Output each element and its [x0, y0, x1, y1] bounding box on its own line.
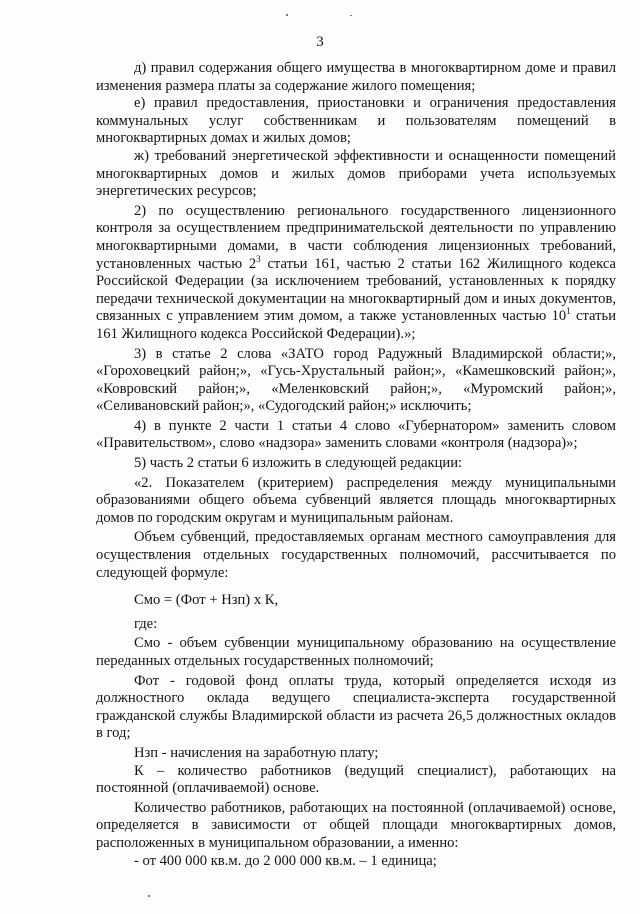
paragraph-e: е) правил предоставления, приостановки и ограничения предоставления коммунальных услуг собственникам и пользователям помещений в многоквартирных домах и жилых домов; — [96, 95, 616, 147]
paragraph-article-2: 3) в статье 2 слова «ЗАТО город Радужный Владимирской области;», «Гороховецкий район;», «Гусь-Хрустальный район;», «Камешковский район;», «Ковровский район;», «Меленковский район;», «Муромский район;», «Селивановский район;», «Судогодский район;» исключить; — [96, 345, 616, 415]
definition-k: К – количество работников (ведущий специалист), работающих на постоянной (оплачиваемой) основе. — [96, 762, 616, 797]
scan-speck — [350, 15, 352, 16]
paragraph-workers-count: Количество работников, работающих на постоянной (оплачиваемой) основе, определяется в зависимости от общей площади многоквартирных домов, расположенных в муниципальном образовании, а именно: — [96, 799, 616, 851]
paragraph-d: д) правил содержания общего имущества в многоквартирном доме и правил изменения размера платы за содержание жилого помещения; — [96, 60, 616, 94]
document-body — [96, 60, 616, 870]
formula-where: где: — [134, 615, 158, 632]
paragraph-licensing-control-part3: статьи 161 Жилищного кодекса Российской Федерации).»; — [96, 308, 616, 342]
paragraph-licensing-control-part1: 2) по осуществлению регионального государственного лицензионного контроля за осуществлением предпринимательской деятельности по управлению многоквартирными домами, в части соблюдения лицензионных требований, установленных частью 2 — [96, 202, 616, 272]
definition-smo: Смо - объем субвенции муниципальному образованию на осуществление переданных отдельных государственных полномочий; — [96, 635, 616, 669]
list-item-range-1: - от 400 000 кв.м. до 2 000 000 кв.м. – 1 единица; — [134, 852, 437, 869]
superscript-1: 1 — [566, 306, 571, 317]
paragraph-article-6: 5) часть 2 статьи 6 изложить в следующей редакции: — [134, 455, 463, 472]
paragraph-licensing-control-part2: статьи 161, частью 2 статьи 162 Жилищного кодекса Российской Федерации (за исключением требований, установленных к порядку передачи технической документации на многоквартирный дом и иных документов, связанных с управлением этим домом, а также установленных частью 10 — [96, 255, 616, 325]
scan-speck — [286, 14, 288, 16]
paragraph-criterion: «2. Показателем (критерием) распределения между муниципальными образованиями общего объема субвенций является площадь многоквартирных домов по городским округам и муниципальным районам. — [96, 474, 616, 526]
scan-speck — [148, 895, 150, 897]
paragraph-article-4: 4) в пункте 2 части 1 статьи 4 слово «Губернатором» заменить словом «Правительством», слово «надзора» заменить словами «контроля (надзора)»; — [96, 417, 616, 452]
superscript-3: 3 — [256, 253, 261, 264]
definition-fot: Фот - годовой фонд оплаты труда, который определяется исходя из должностного оклада ведущего специалиста-эксперта государственной гражданской службы Владимирской области из расчета 26,5 должностных окладов в год; — [96, 672, 616, 742]
formula: Смо = (Фот + Нзп) х К, — [134, 592, 279, 609]
paragraph-licensing-control — [96, 203, 616, 344]
page-number: 3 — [316, 34, 324, 50]
paragraph-subvention-volume: Объем субвенций, предоставляемых органам местного самоуправления для осуществления отдельных государственных полномочий, рассчитывается по следующей формуле: — [96, 529, 616, 581]
definition-nzp: Нзп - начисления на заработную плату; — [134, 744, 379, 761]
paragraph-zh: ж) требований энергетической эффективности и оснащенности помещений многоквартирных домов и жилых домов приборами учета используемых энергетических ресурсов; — [96, 147, 616, 200]
